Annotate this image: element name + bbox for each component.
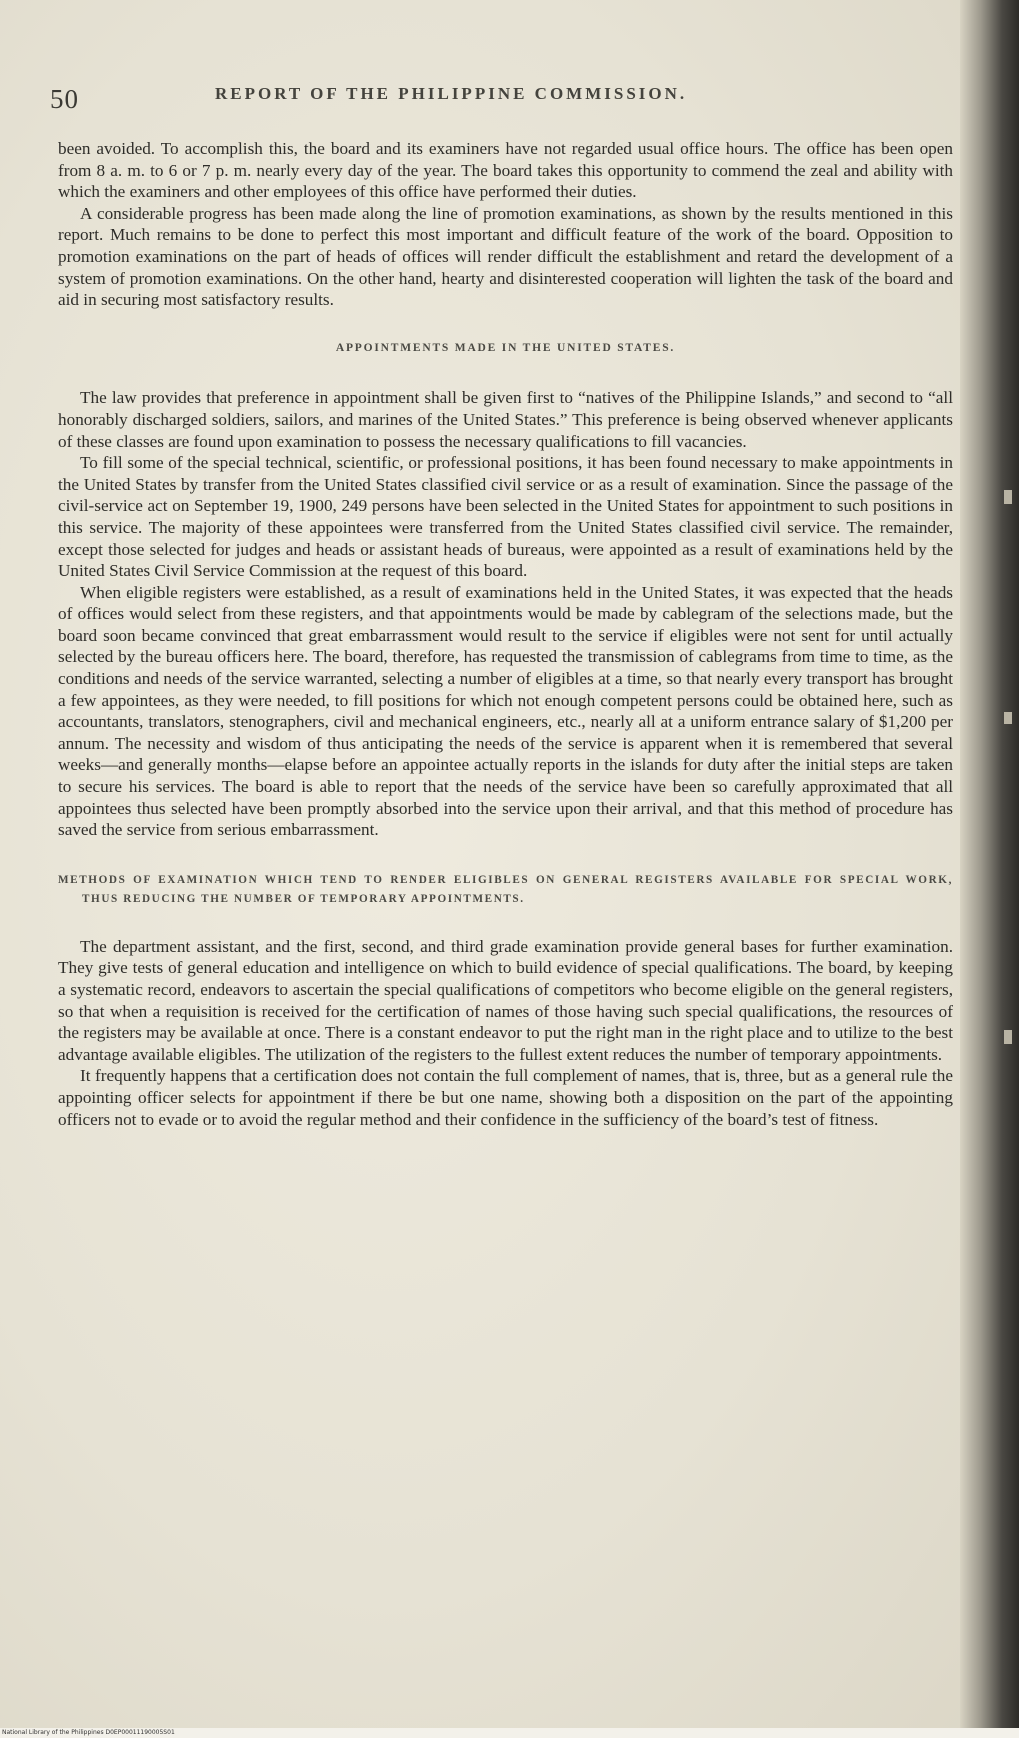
- running-head: REPORT OF THE PHILIPPINE COMMISSION.: [215, 84, 688, 103]
- paragraph-examination-bases: The department assistant, and the first, second, and third grade examination provide general bases for further examination. They give tests of general education and intelligence on which to build evidence of special qualifications. The board, by keeping a systematic record, endeavors to ascertain the special qualifications of competitors who become eligible on the general registers, so that when a requisition is received for the certification of names of those having such special qualifications, the resources of the registers may be available at once. There is a constant endeavor to put the right man in the right place and to utilize to the best advantage available eligibles. The utilization of the registers to the fullest extent reduces the number of temporary appointments.: [58, 936, 953, 1064]
- paragraph-eligible-registers: When eligible registers were established, as a result of examinations held in the United States, it was expected that the heads of offices would select from these registers, and that appointments would be made by cablegram of the selections made, but the board soon became convinced that great embarrassment would result to the service if eligibles were not sent for until actually selected by the bureau officers here. The board, therefore, has requested the transmission of cablegrams from time to time, as the conditions and needs of the service warranted, selecting a number of eligibles at a time, so that nearly every transport has brought a few appointees, as they were needed, to fill positions for which not enough competent persons could be obtained here, such as accountants, translators, stenographers, civil and mechanical engineers, etc., nearly all at a uniform entrance salary of $1,200 per annum. The necessity and wisdom of thus anticipating the needs of the service is apparent when it is remembered that several weeks—and generally months—elapse before an appointee actually reports in the islands for duty after the initial steps are taken to secure his services. The board is able to report that the needs of the service have been so carefully approximated that all appointees thus selected have been promptly absorbed into the service upon their arrival, and that this method of procedure has saved the service from serious embarrassment.: [58, 582, 953, 840]
- section-heading-appointments: APPOINTMENTS MADE IN THE UNITED STATES.: [335, 341, 676, 354]
- paragraph-continued: been avoided. To accomplish this, the board and its examiners have not regarded usual office hours. The office has been open from 8 a. m. to 6 or 7 p. m. nearly every day of the year. The board takes this opportunity to commend the zeal and ability with which the examiners and other employees of this office have performed their duties.: [58, 139, 953, 202]
- paragraph-preference: The law provides that preference in appointment shall be given first to “natives of the Philippine Islands,” and second to “all honorably discharged soldiers, sailors, and marines of the United States.” This preference is being observed whenever applicants of these classes are found upon examination to possess the necessary qualifications to fill vacancies.: [58, 388, 953, 451]
- book-binding-edge: [960, 0, 1019, 1738]
- paragraph-promotion: A considerable progress has been made along the line of promotion examinations, as shown by the results mentioned in this report. Much remains to be done to perfect this most important and difficult feature of the work of the board. Opposition to promotion examinations on the part of heads of offices will render difficult the establishment and retard the development of a system of promotion examinations. On the other hand, hearty and disinterested cooperation will lighten the task of the board and aid in securing most satisfactory results.: [58, 203, 953, 310]
- scan-credit: National Library of the Philippines D0EP00011190005S01: [2, 1729, 175, 1736]
- edge-mark: [1004, 1030, 1012, 1044]
- section-heading-methods: METHODS OF EXAMINATION WHICH TEND TO RENDER ELIGIBLES ON GENERAL REGISTERS AVAILABLE FOR SPECIAL WORK, THUS REDUCING THE NUMBER OF TEMPORARY APPOINTMENTS.: [58, 873, 953, 905]
- page-body: [58, 138, 953, 1130]
- paragraph-certification: It frequently happens that a certification does not contain the full complement of names, that is, three, but as a general rule the appointing officer selects for appointment if there be but one name, showing both a disposition on the part of the appointing officers not to evade or to avoid the regular method and their confidence in the sufficiency of the board’s test of fitness.: [58, 1066, 953, 1129]
- edge-mark: [1004, 712, 1012, 724]
- page-number: 50: [50, 84, 79, 114]
- edge-mark: [1004, 490, 1012, 504]
- paragraph-special-positions: To fill some of the special technical, scientific, or professional positions, it has been found necessary to make appointments in the United States by transfer from the United States classified civil service or as a result of examination. Since the passage of the civil-service act on September 19, 1900, 249 persons have been selected in the United States for appointment to such positions in this service. The majority of these appointees were transferred from the United States classified civil service. The remainder, except those selected for judges and heads or assistant heads of bureaus, were appointed as a result of examinations held by the United States Civil Service Commission at the request of this board.: [58, 453, 953, 581]
